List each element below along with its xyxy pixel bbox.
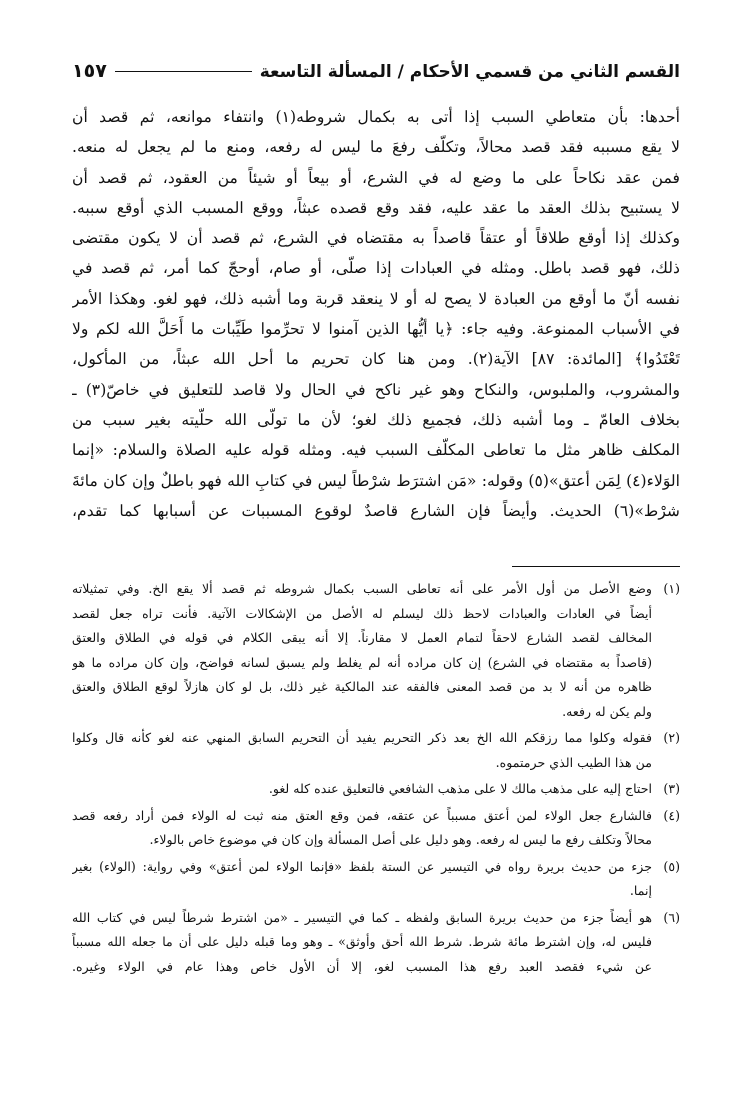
footnote-line: هو أيضاً جزء من حديث بريرة السابق ولفظه ـ كما في التيسير ـ «من اشترط شرطاً ليس في كتاب الله xyxy=(72,909,652,925)
page-header xyxy=(72,60,680,100)
footnote-number: (٦) xyxy=(663,909,680,925)
text-line: لا يقع مسببه فقد قصد محالاً، وتكلّف رفعَ ما ليس له رفعه، ومنع ما لم يجعل له منعه. xyxy=(72,138,680,157)
footnote-line: جزء من حديث بريرة رواه في التيسير عن الستة بلفظ «فإنما الولاء لمن أعتق» وفي رواية: (الولاء) بغير xyxy=(72,858,652,874)
running-title: القسم الثاني من قسمي الأحكام / المسألة التاسعة xyxy=(259,62,680,82)
header-rule xyxy=(115,71,252,72)
footnote-line: فقوله وكلوا مما رزقكم الله الخ بعد ذكر التحريم يفيد أن التحريم السابق المنهي عنه لغو كأنه قال وكلوا xyxy=(72,730,652,746)
footnote-number: (٤) xyxy=(663,807,680,823)
footnote-number: (١) xyxy=(663,581,680,597)
main-text xyxy=(72,102,680,526)
text-line: في الأسباب الممنوعة. وفيه جاء: ﴿يا أيُّها الذين آمنوا لا تحرِّموا طَيِّبات ما أَحَلَّ الله لكم ولا xyxy=(72,320,680,339)
text-line: تَعْتَدُوا﴾ [المائدة: ٨٧] الآية(٢). ومن هنا كان تحريم ما أحل الله عبثاً، من المأكول، xyxy=(72,350,680,369)
footnote-5 xyxy=(72,855,680,904)
footnote-line: احتاج إليه على مذهب مالك لا على مذهب الشافعي فالتعليق عنده كله لغو. xyxy=(268,781,652,797)
footnote-line: ظاهره من أنه لا بد من قصد المعنى فالفقه عند المالكية غير ذلك، بل لو كان هازلاً لوقع الطلاق والعتق xyxy=(72,679,652,695)
text-line: الوَلاء(٤) لِمَن أعتق»(٥) وقوله: «مَن اشترَط شرْطاً ليس في كتابِ الله فهو باطلٌ وإن كان مائةَ xyxy=(72,471,680,490)
footnotes xyxy=(72,577,680,979)
text-line: نفسه أنّ ما أوقع من العبادة لا يصح له أو لا ينعقد قربة وما أشبه ذلك، فهو لغو. وهكذا الأمر xyxy=(72,289,680,308)
footnote-number: (٣) xyxy=(663,781,680,797)
footnote-1 xyxy=(72,577,680,724)
page-number: ١٥٧ xyxy=(72,60,107,82)
footnote-4 xyxy=(72,804,680,853)
text-line: أحدها: بأن متعاطي السبب إذا أتى به بكمال شروطه(١) وانتفاء موانعه، ثم قصد أن xyxy=(72,108,680,126)
footnote-line: وضع الأصل من أول الأمر على أنه تعاطى السبب بكمال شروطه ثم قصد ألا يقع الخ. وفي تمثيلاته xyxy=(72,581,652,597)
text-line: والمشروب، والملبوس، والنكاح وهو غير ناكح في الحال ولا قاصد للتعليق في خاصّ(٣) ـ xyxy=(72,380,680,399)
footnote-3 xyxy=(72,777,680,802)
footnote-line: أيضاً في العادات والعبادات لاحظ ذلك ليسلم له الأصل من الإشكالات الآتية. فأنت تراه جعل لقصد xyxy=(72,605,652,621)
text-line: وكذلك إذا أوقع طلاقاً أو عتقاً قاصداً به مقتضاه في الشرع، ثم قصد أن لا يكون مقتضى xyxy=(72,229,680,248)
footnote-divider xyxy=(512,566,680,567)
text-line: لا يستبيح بذلك العقد ما عقد عليه، فقد وقع قصده عبثاً، ووقع المسبب الذي أوقع سببه. xyxy=(72,198,680,217)
text-line: ذلك، فهو قصد باطل. ومثله في العبادات إذا صلّى، أو صام، أوحجّ كما أمر، ثم قصد في xyxy=(72,259,680,278)
footnote-line: فليس له، وإن اشترط مائة شرط. شرط الله أحق وأوثق» ـ وهو وما قبله دليل على أن ما جعله الله مسبباً xyxy=(72,934,652,950)
footnote-line: من هذا الطيب الذي حرمتموه. xyxy=(495,754,652,770)
footnote-line: (قاصداً به مقتضاه في الشرع) إن كان مراده أنه لم يغلط ولم يسبق لسانه فواضح، وإن كان مراده ما هو xyxy=(72,654,652,670)
footnote-line: محالاً وتكلف رفع ما ليس له رفعه. وهو دليل على أصل المسألة وإن كان في موضوع خاص بالولاء. xyxy=(149,832,652,848)
book-page xyxy=(72,60,680,981)
text-line: المكلف ظاهر مثل ما تعاطى المكلّف السبب فيه. ومثله قوله عليه الصلاة والسلام: «إنما xyxy=(72,441,680,460)
footnote-line: فالشارع جعل الولاء لمن أعتق مسبباً عن عتقه، فمن وقع العتق منه ثبت له الولاء فمن أراد رفعه قصد xyxy=(72,807,652,823)
footnote-line: المخالف لقصد الشارع لاحقاً لتمام العمل لا مقارناً. إلا أنه يبقى الكلام في قوله في الطلاق والعتق xyxy=(72,630,652,646)
footnote-line: ولم يكن له رفعه. xyxy=(562,703,652,719)
footnote-number: (٢) xyxy=(663,730,680,746)
text-line: شرْط»(٦) الحديث. وأيضاً فإن الشارع قاصدٌ لوقوع المسببات عن أسبابها كما تقدم، xyxy=(72,501,680,520)
text-line: فمن عقد نكاحاً على ما وضع له في الشرع، أو بيعاً أو شيئاً من العقود، ثم قصد أن xyxy=(72,168,680,187)
text-line: بخلاف العامّ ـ وما أشبه ذلك، فجميع ذلك لغو؛ لأن ما تولّى الله حلّيته بغير سبب من xyxy=(72,410,680,429)
footnote-line: إنما. xyxy=(629,883,652,899)
footnote-6 xyxy=(72,906,680,980)
footnote-2 xyxy=(72,726,680,775)
footnote-line: عن شيء فقصد العبد رفع هذا المسبب لغو، إلا أن الأول خاص وهذا عام في الولاء وغيره. xyxy=(72,958,652,974)
footnote-number: (٥) xyxy=(663,858,680,874)
